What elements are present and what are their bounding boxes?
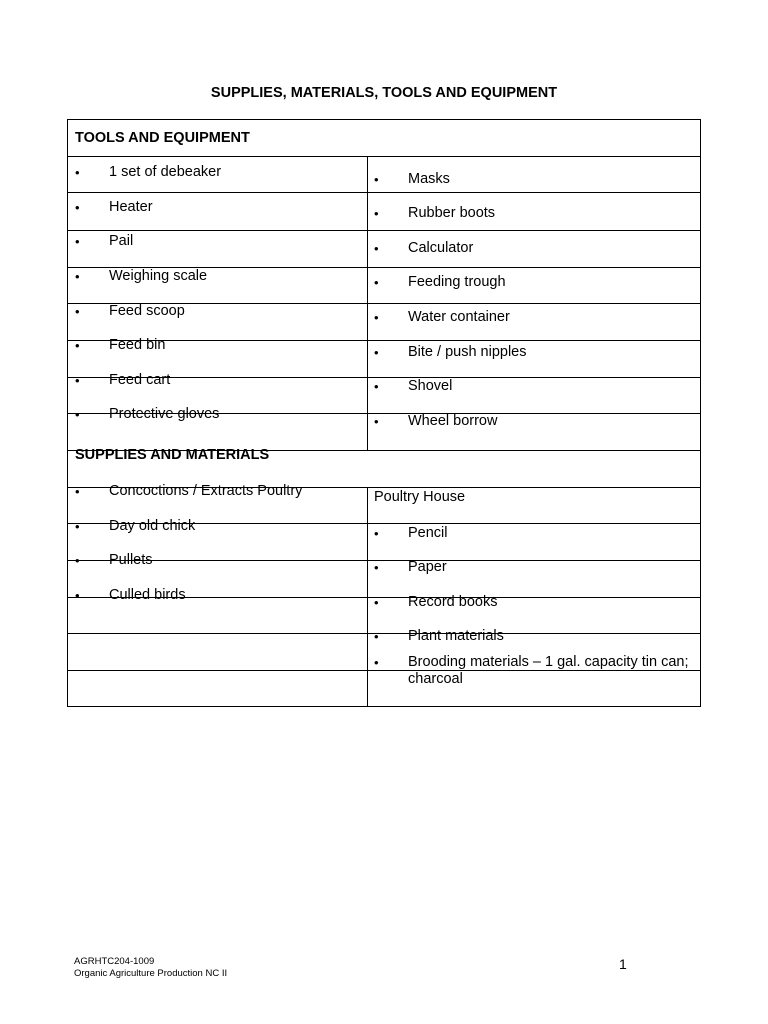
bullet-icon: •	[75, 588, 80, 603]
footer-name: Organic Agriculture Production NC II	[74, 968, 228, 979]
bullet-icon: •	[374, 655, 379, 670]
bullet-icon: •	[75, 373, 80, 388]
bullet-icon: •	[75, 407, 80, 422]
bullet-icon: •	[374, 379, 379, 394]
bullet-icon: •	[75, 234, 80, 249]
bullet-icon: •	[374, 560, 379, 575]
column-divider	[367, 487, 368, 707]
tools-heading: TOOLS AND EQUIPMENT	[75, 130, 250, 146]
bullet-icon: •	[374, 172, 379, 187]
footer-code: AGRHTC204-1009	[74, 956, 155, 967]
bullet-icon: •	[75, 519, 80, 534]
bullet-icon: •	[75, 338, 80, 353]
bullet-icon: •	[75, 484, 80, 499]
bullet-icon: •	[75, 165, 80, 180]
page-title: SUPPLIES, MATERIALS, TOOLS AND EQUIPMENT	[210, 85, 558, 101]
bullet-icon: •	[374, 206, 379, 221]
row-divider	[68, 192, 700, 193]
bullet-icon: •	[374, 241, 379, 256]
poultry-house-label: Poultry House	[374, 489, 466, 505]
bullet-icon: •	[374, 595, 379, 610]
bullet-icon: •	[75, 200, 80, 215]
column-divider	[367, 156, 368, 450]
bullet-icon: •	[374, 629, 379, 644]
bullet-icon: •	[75, 553, 80, 568]
supplies-heading: SUPPLIES AND MATERIALS	[75, 447, 270, 463]
bullet-icon: •	[374, 275, 379, 290]
bullet-icon: •	[374, 345, 379, 360]
bullet-icon: •	[374, 414, 379, 429]
row-divider	[68, 156, 700, 157]
bullet-icon: •	[75, 269, 80, 284]
bullet-icon: •	[374, 310, 379, 325]
row-divider	[68, 633, 700, 634]
page-number: 1	[619, 956, 627, 972]
supplies-table: TOOLS AND EQUIPMENT SUPPLIES AND MATERIALS • 1 set of debeaker • Heater • Pail • Weighing scale • Feed scoop • Feed bin • Feed cart • Protective gloves • Masks • Rubber boots • Calculator • Feeding trough • Water container • Bite / push nipples • Shovel • Wheel borrow • Concoctions / Extracts Poultry • Day old chick • Pullets • Culled birds Poultry House • Pencil • Paper • Record books • Plant materials • Brooding materials – 1 gal. capacity tin can; charcoal	[67, 119, 701, 707]
row-divider	[68, 560, 700, 561]
row-divider	[68, 230, 700, 231]
bullet-icon: •	[75, 304, 80, 319]
bullet-icon: •	[374, 526, 379, 541]
